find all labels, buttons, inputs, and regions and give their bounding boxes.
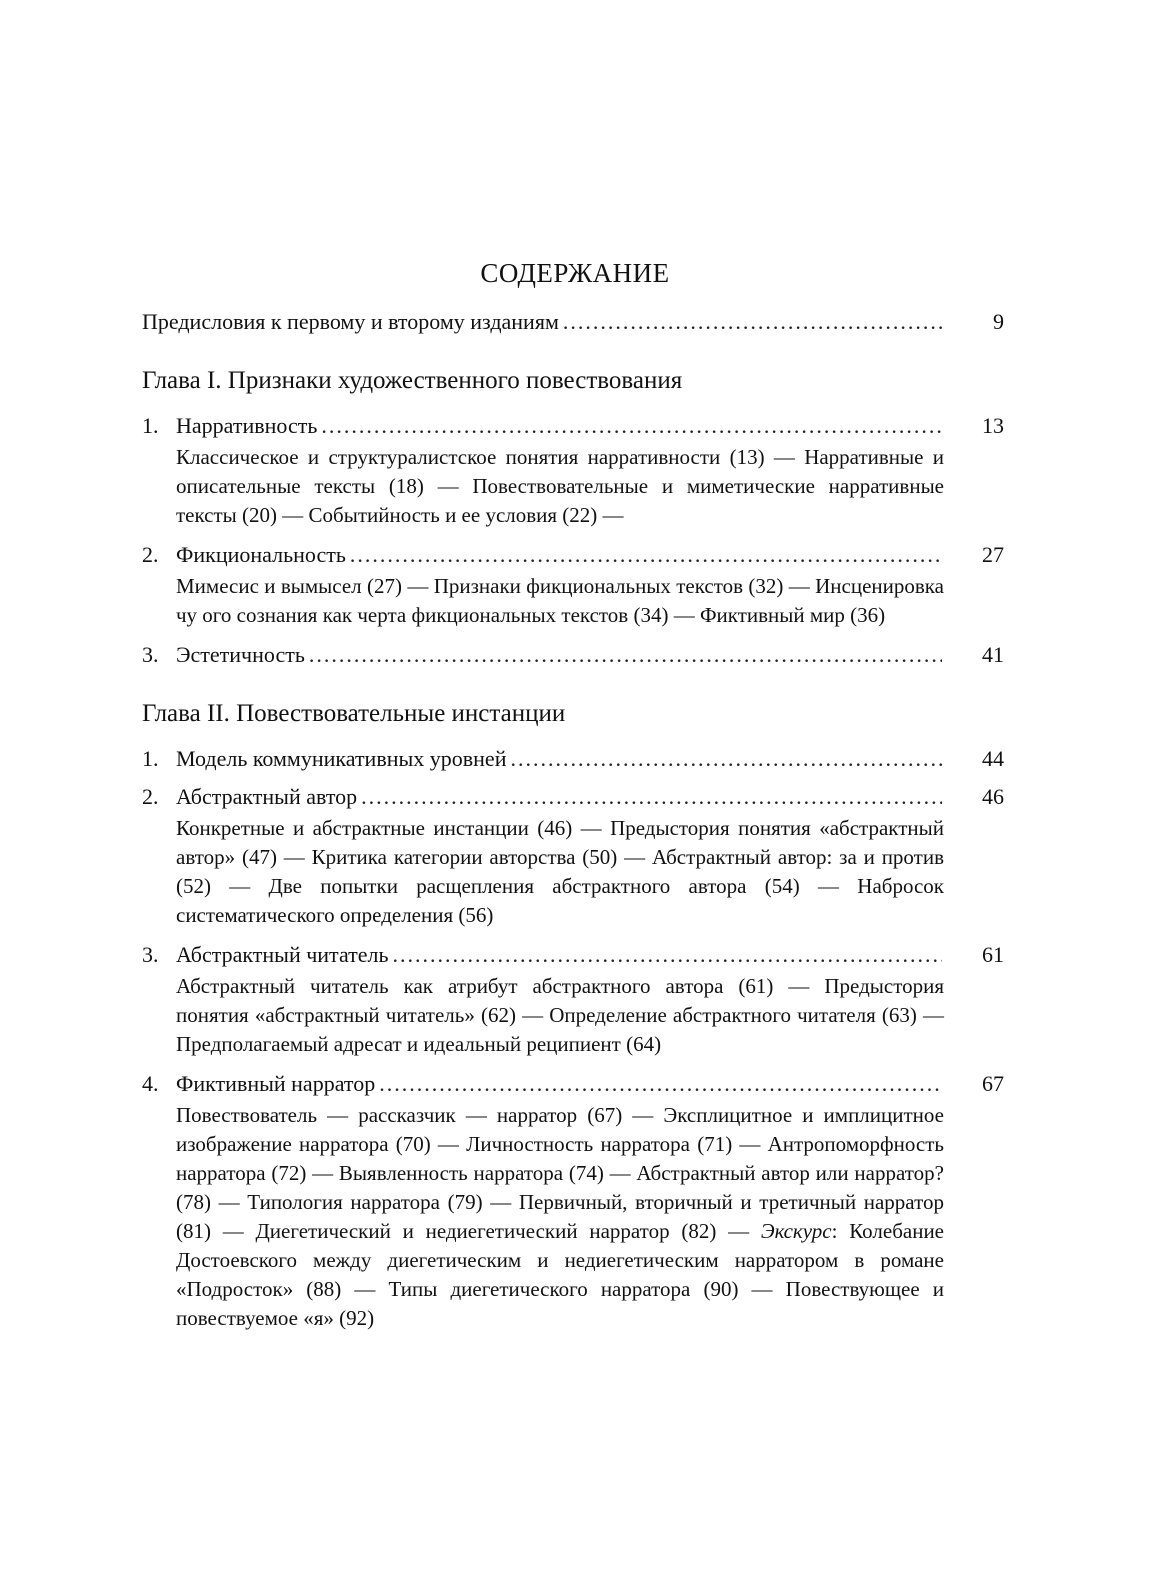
section-number: 2. [142, 542, 159, 567]
section-number: 2. [142, 784, 159, 809]
toc-page-number: 67 [982, 1071, 1004, 1096]
toc-section [142, 411, 1004, 530]
description-text: : Колебание Достоевского между диегетическим и недиегетическим нарратором в романе «Подросток» (88) — Типы диегетического нарратора (90) — Повествующее и повествуемое «я» (92) [176, 1219, 944, 1330]
toc-entry-preface [142, 307, 1004, 337]
section-number: 3. [142, 642, 159, 667]
toc-section [142, 782, 1004, 930]
toc-page-number: 41 [982, 642, 1004, 667]
section-description: Классическое и структуралистское понятия нарративности (13) — Нарративные и описательные тексты (18) — Повествовательные и миметические нарративные тексты (20) — Событийность и ее условия (22) — [176, 445, 944, 527]
leader-dots [563, 307, 942, 337]
section-label: Эстетичность [176, 642, 305, 667]
toc-section [142, 540, 1004, 630]
leader-dots [393, 940, 942, 970]
page-title: СОДЕРЖАНИЕ [480, 258, 670, 288]
leader-dots [321, 411, 942, 441]
toc-entry-label: Предисловия к первому и второму изданиям [142, 309, 559, 334]
leader-dots [350, 540, 942, 570]
section-number: 1. [142, 413, 159, 438]
toc-section [142, 1069, 1004, 1333]
section-description: Конкретные и абстрактные инстанции (46) — Предыстория понятия «абстрактный автор» (47) — Критика категории авторства (50) — Абстрактный автор: за и против (52) — Две попытки расщепления абстрактного автора (54) — Набросок систематического определения (56) [176, 816, 944, 927]
section-number: 1. [142, 746, 159, 771]
description-text: Повествователь — рассказчик — нарратор (67) — Эксплицитное и имплицитное изображение нарратора (70) — Личностность нарратора (71) — Антропоморфность нарратора (72) — Выявленность нарратора (74) — Абстрактный автор или нарратор? (78) — Типология нарратора (79) — Первичный, вторичный и третичный нарратор (81) — Диегетический и недиегетический нарратор (82) — [176, 1103, 944, 1243]
chapter-heading: Глава I. Признаки художественного повествования [142, 367, 683, 394]
toc-page-number: 27 [982, 542, 1004, 567]
table-of-contents [142, 258, 1004, 1343]
toc-page-number: 44 [982, 746, 1004, 771]
description-italic-text: Экскурс [760, 1219, 832, 1243]
section-description: Абстрактный читатель как атрибут абстрактного автора (61) — Предыстория понятия «абстрактный читатель» (62) — Определение абстрактного читателя (63) — Предполагаемый адресат и идеальный реципиент (64) [176, 974, 944, 1056]
section-label: Абстрактный автор [176, 784, 358, 809]
toc-page-number: 9 [993, 309, 1004, 334]
leader-dots [361, 782, 942, 812]
section-number: 3. [142, 942, 159, 967]
section-number: 4. [142, 1071, 159, 1096]
toc-section [142, 940, 1004, 1059]
section-label: Фиктивный нарратор [176, 1071, 376, 1096]
toc-section [142, 744, 1004, 774]
toc-page-number: 61 [982, 942, 1004, 967]
section-label: Нарративность [176, 413, 318, 438]
section-label: Фикциональность [176, 542, 346, 567]
leader-dots [379, 1069, 942, 1099]
section-description: Мимесис и вымысел (27) — Признаки фикциональных текстов (32) — Инсценировка чу ого сознания как черта фикциональных текстов (34) — Фиктивный мир (36) [176, 574, 944, 627]
section-label: Абстрактный читатель [176, 942, 389, 967]
section-label: Модель коммуникативных уровней [176, 746, 507, 771]
toc-page-number: 46 [982, 784, 1004, 809]
leader-dots [309, 640, 942, 670]
toc-page-number: 13 [982, 413, 1004, 438]
toc-section [142, 640, 1004, 670]
section-description [176, 1101, 944, 1333]
leader-dots [510, 744, 942, 774]
chapter-heading: Глава II. Повествовательные инстанции [142, 700, 566, 727]
